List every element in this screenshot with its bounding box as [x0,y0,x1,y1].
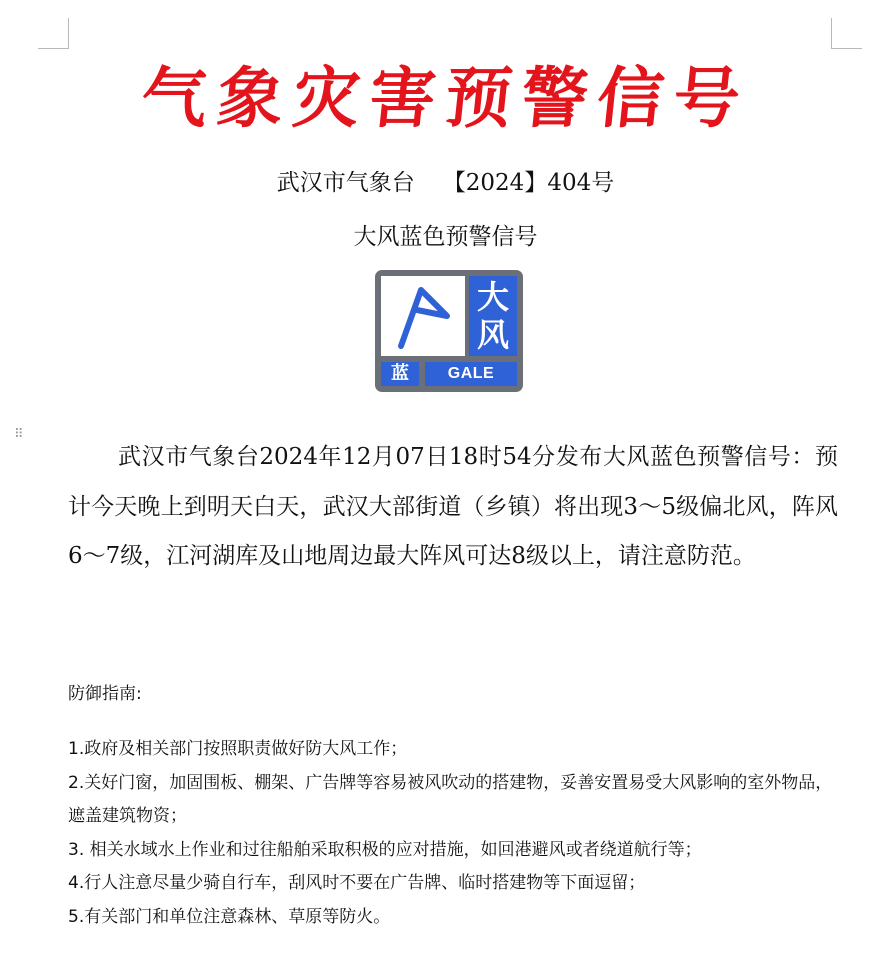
badge-english-label: GALE [425,362,517,386]
wind-flag-icon [381,276,465,356]
guide-item: 3. 相关水域水上作业和过往船舶采取积极的应对措施，如回港避风或者绕道航行等； [68,839,702,860]
guide-item: 1.政府及相关部门按照职责做好防大风工作； [68,739,408,759]
warning-badge [375,270,523,392]
badge-flag-panel [381,276,465,356]
issue-line [0,166,891,200]
signal-name: 大风蓝色预警信号 [353,224,538,250]
page-corner-mark-top-right [831,18,862,49]
page-corner-mark-top-left [38,18,69,49]
guide-item: 5.有关部门和单位注意森林、草原等防火。 [68,906,391,927]
guide-item: 2.关好门窗，加固围板、棚架、广告牌等容易被风吹动的搭建物，妥善安置易受大风影响的室外物品，遮盖建筑物资； [68,772,833,826]
badge-level-char: 蓝 [381,362,419,386]
badge-hanzi-line1: 大 [476,278,509,316]
issuer-name: 武汉市气象台 [276,170,415,196]
document-title: 气象灾害预警信号 [137,59,754,137]
guide-item: 4.行人注意尽量少骑自行车，刮风时不要在广告牌、临时搭建物等下面逗留； [68,873,646,893]
issue-number: 【2024】404号 [442,170,615,196]
badge-hanzi-line2: 风 [476,316,509,354]
guide-list [68,733,838,934]
guide-heading: 防御指南: [68,684,142,704]
drag-handle-icon[interactable]: ⠿ [14,427,25,442]
badge-hanzi-panel [469,276,517,356]
warning-body-text: 武汉市气象台2024年12月07日18时54分发布大风蓝色预警信号：预计今天晚上到明天白天，武汉大部街道（乡镇）将出现3～5级偏北风，阵风6～7级，江河湖库及山地周边最大阵风可达8级以上，请注意防范。 [68,444,838,569]
